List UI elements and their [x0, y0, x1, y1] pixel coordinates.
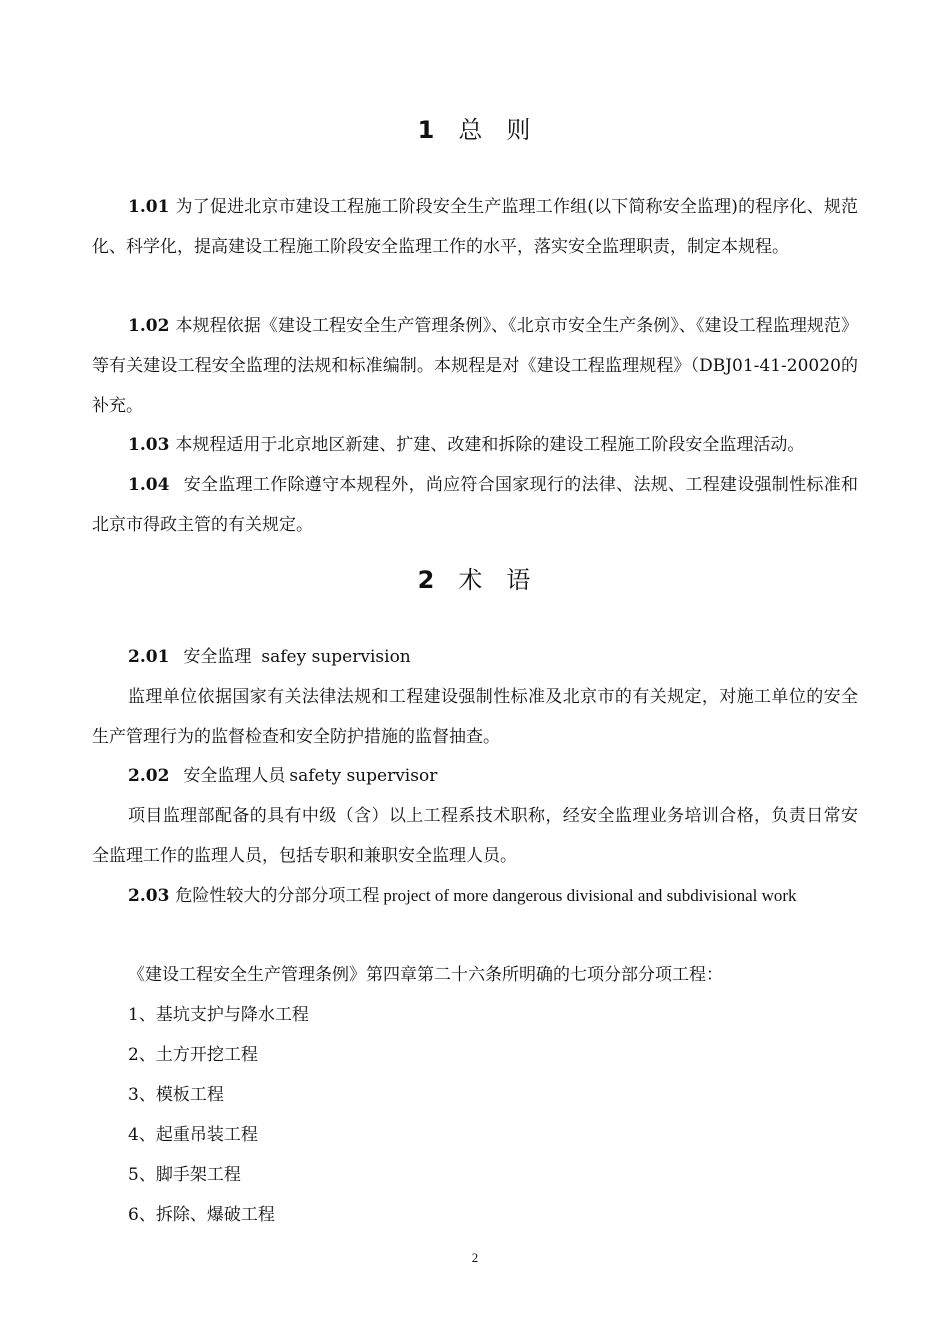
section-heading-1 [0, 114, 950, 146]
clause-text: 安全监理工作除遵守本规程外，尚应符合国家现行的法律、法规、工程建设强制性标准和北京市得政主管的有关规定。 [92, 475, 858, 535]
list-item: 5、脚手架工程 [128, 1165, 241, 1185]
term-2-01-heading [128, 637, 411, 677]
term-english: safey supervision [261, 647, 411, 667]
term-name: 安全监理 [183, 647, 252, 667]
term-2-02-heading [128, 756, 437, 796]
clause-1-02 [92, 306, 858, 426]
clause-text: 为了促进北京市建设工程施工阶段安全生产监理工作组(以下简称安全监理)的程序化、规范化、科学化，提高建设工程施工阶段安全监理工作的水平，落实安全监理职责，制定本规程。 [92, 197, 858, 257]
clause-text: 本规程适用于北京地区新建、扩建、改建和拆除的建设工程施工阶段安全监理活动。 [175, 435, 805, 455]
term-2-01-definition: 监理单位依据国家有关法律法规和工程建设强制性标准及北京市的有关规定，对施工单位的安全生产管理行为的监督检查和安全防护措施的监督抽查。 [92, 687, 858, 747]
clause-number: 1.04 [128, 475, 170, 495]
term-number: 2.03 [128, 886, 170, 906]
term-number: 2.02 [128, 766, 170, 786]
section-title-char: 语 [506, 566, 533, 594]
section-number: 1 [417, 116, 437, 144]
clause-number: 1.01 [128, 197, 170, 217]
section-number: 2 [417, 566, 437, 594]
term-english: project of more dangerous divisional and subdivisional work [383, 886, 797, 905]
list-item: 6、拆除、爆破工程 [128, 1205, 275, 1225]
clause-1-03 [92, 425, 858, 465]
term-english: safety supervisor [289, 766, 438, 786]
list-item: 3、模板工程 [128, 1085, 224, 1105]
clause-text: 本规程依据《建设工程安全生产管理条例》、《北京市安全生产条例》、《建设工程监理规范》等有关建设工程安全监理的法规和标准编制。本规程是对《建设工程监理规程》（DBJ01-41-20020的补充。 [92, 316, 858, 416]
page-number: 2 [471, 1250, 479, 1265]
section-title-char: 总 [458, 116, 485, 144]
clause-number: 1.03 [128, 435, 170, 455]
clause-number: 1.02 [128, 316, 170, 336]
list-item: 2、土方开挖工程 [128, 1045, 258, 1065]
list-item: 4、起重吊装工程 [128, 1125, 258, 1145]
term-2-03-definition: 《建设工程安全生产管理条例》第四章第二十六条所明确的七项分部分项工程： [128, 965, 723, 985]
term-name: 危险性较大的分部分项工程 [175, 886, 380, 906]
section-title-char: 术 [458, 566, 485, 594]
clause-1-04 [92, 465, 858, 545]
section-title-char: 则 [506, 116, 533, 144]
clause-1-01 [92, 187, 858, 267]
section-heading-2 [0, 564, 950, 596]
term-2-03-heading [92, 876, 858, 916]
term-number: 2.01 [128, 647, 170, 667]
term-name: 安全监理人员 [183, 766, 286, 786]
list-item: 1、基坑支护与降水工程 [128, 1005, 309, 1025]
term-2-02-definition: 项目监理部配备的具有中级（含）以上工程系技术职称，经安全监理业务培训合格，负责日常安全监理工作的监理人员，包括专职和兼职安全监理人员。 [92, 806, 858, 866]
